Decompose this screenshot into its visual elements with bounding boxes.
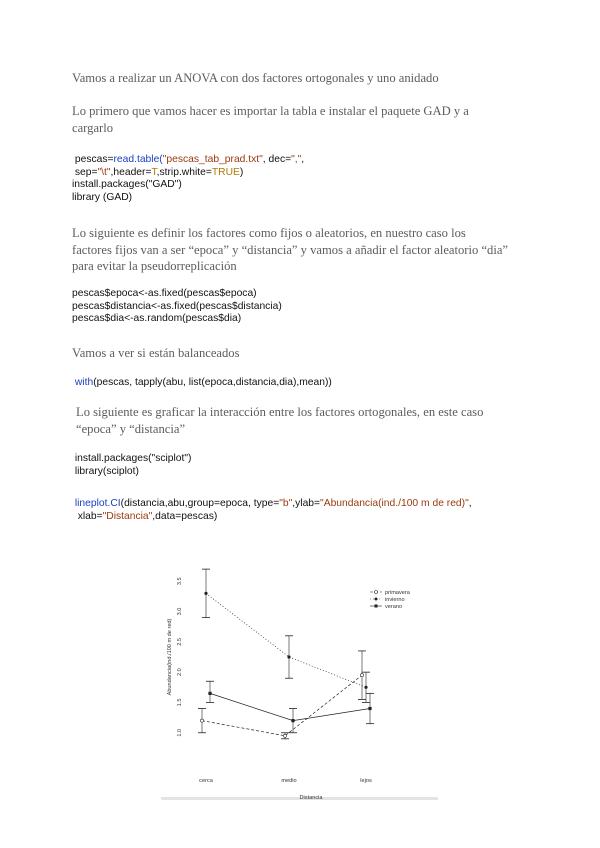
code-string: "\t" [97, 166, 111, 178]
data-point [291, 719, 294, 722]
y-tick-label: 3.0 [177, 607, 183, 616]
data-point [360, 674, 363, 677]
interaction-plot [161, 547, 438, 801]
x-tick-label: lejos [360, 778, 372, 784]
series-line-primavera [202, 675, 362, 736]
code-function: lineplot.CI [72, 498, 121, 509]
code-function: with [72, 377, 94, 388]
code-line: library (GAD) [72, 191, 133, 203]
code-text: sep= [72, 166, 98, 178]
paragraph-interaction-line-1: Lo siguiente es graficar la interacción entre los factores ortogonales, en este caso [76, 405, 484, 419]
paragraph-factors-line-1: Lo siguiente es definir los factores como fijos o aleatorios, en nuestro caso los [72, 226, 466, 240]
code-text: ,data=pescas) [152, 510, 218, 522]
legend-entry-verano: verano [385, 604, 403, 610]
paragraph-factors-line-2: factores fijos van a ser “epoca” y “distancia” y vamos a añadir el factor aleatorio “dia” [72, 242, 509, 257]
paragraph-import-line-1: Lo primero que vamos hacer es importar la tabla e instalar el paquete GAD y a [72, 104, 469, 118]
code-line [72, 377, 332, 390]
code-text: , dec= [262, 154, 292, 165]
y-tick-label: 3.5 [177, 577, 183, 586]
data-point [204, 592, 207, 595]
legend-marker [375, 591, 378, 594]
code-line: pescas$distancia<-as.fixed(pescas$distancia) [72, 300, 282, 312]
code-string: "Abundancia(ind./100 m de red)" [320, 498, 469, 509]
data-point [287, 655, 290, 658]
x-tick-label: cerca [199, 778, 213, 784]
y-tick-label: 1.5 [177, 698, 183, 707]
code-line: install.packages("GAD") [72, 179, 182, 191]
data-point [200, 719, 203, 722]
data-point [208, 692, 211, 695]
code-string: "," [291, 154, 302, 165]
code-line [72, 154, 304, 167]
paragraph-import [72, 103, 469, 136]
code-function: read.table( [113, 154, 163, 165]
code-keyword: TRUE [211, 166, 240, 178]
series-line-invierno [206, 593, 366, 687]
paragraph-interaction [76, 404, 483, 437]
legend-entry-primavera: primavera [385, 590, 410, 596]
code-line [72, 498, 472, 511]
data-point [364, 686, 367, 689]
code-text: (pescas, tapply(abu, list(epoca,distancia,dia),mean)) [93, 377, 332, 388]
code-string: "b" [279, 498, 293, 509]
code-text: ) [239, 166, 244, 178]
code-string: "Distancia" [102, 510, 153, 522]
code-block-sciplot [72, 453, 191, 478]
code-text: ,strip.white= [156, 166, 212, 178]
code-text: , [468, 498, 472, 509]
code-text: , [301, 154, 305, 165]
code-line: pescas$dia<-as.random(pescas$dia) [72, 313, 242, 325]
code-text: ,header= [110, 166, 152, 178]
code-line [72, 511, 472, 524]
interaction-plot-figure [161, 547, 438, 800]
code-block-balanced [72, 377, 332, 390]
x-axis-label: Distancia [299, 795, 323, 801]
paragraph-intro: Vamos a realizar un ANOVA con dos factores ortogonales y uno anidado [72, 71, 439, 85]
code-block-import [72, 154, 304, 204]
legend-entry-invierno: invierno [385, 597, 405, 603]
code-text: pescas= [72, 154, 114, 165]
y-axis-label: Abundancia(ind./100 m de red) [167, 618, 173, 696]
code-line [72, 167, 304, 180]
series-line-verano [210, 693, 370, 720]
y-tick-label: 2.0 [177, 668, 183, 677]
legend-marker [375, 605, 378, 608]
paragraph-import-line-2: cargarlo [72, 120, 114, 135]
data-point [368, 707, 371, 710]
y-tick-label: 2.5 [177, 637, 183, 646]
paragraph-factors [72, 225, 508, 275]
code-string: "pescas_tab_prad.txt" [162, 154, 263, 165]
code-keyword: T [151, 166, 157, 178]
code-text: ,ylab= [292, 498, 321, 509]
y-tick-label: 1.0 [177, 728, 183, 737]
code-line: library(sciplot) [72, 465, 139, 477]
code-line: install.packages("sciplot") [72, 453, 192, 464]
paragraph-factors-line-3: para evitar la pseudorreplicación [72, 259, 237, 273]
code-block-factors [72, 288, 282, 326]
data-point [283, 734, 286, 737]
code-text: (distancia,abu,group=epoca, type= [120, 498, 280, 509]
paragraph-balanced: Vamos a ver si están balanceados [72, 346, 240, 360]
code-line: pescas$epoca<-as.fixed(pescas$epoca) [72, 288, 257, 299]
legend-marker [375, 598, 378, 601]
paragraph-interaction-line-2: “epoca” y “distancia” [76, 421, 186, 436]
code-block-lineplot [72, 498, 472, 523]
code-text: xlab= [72, 510, 103, 522]
x-tick-label: medio [281, 778, 297, 784]
